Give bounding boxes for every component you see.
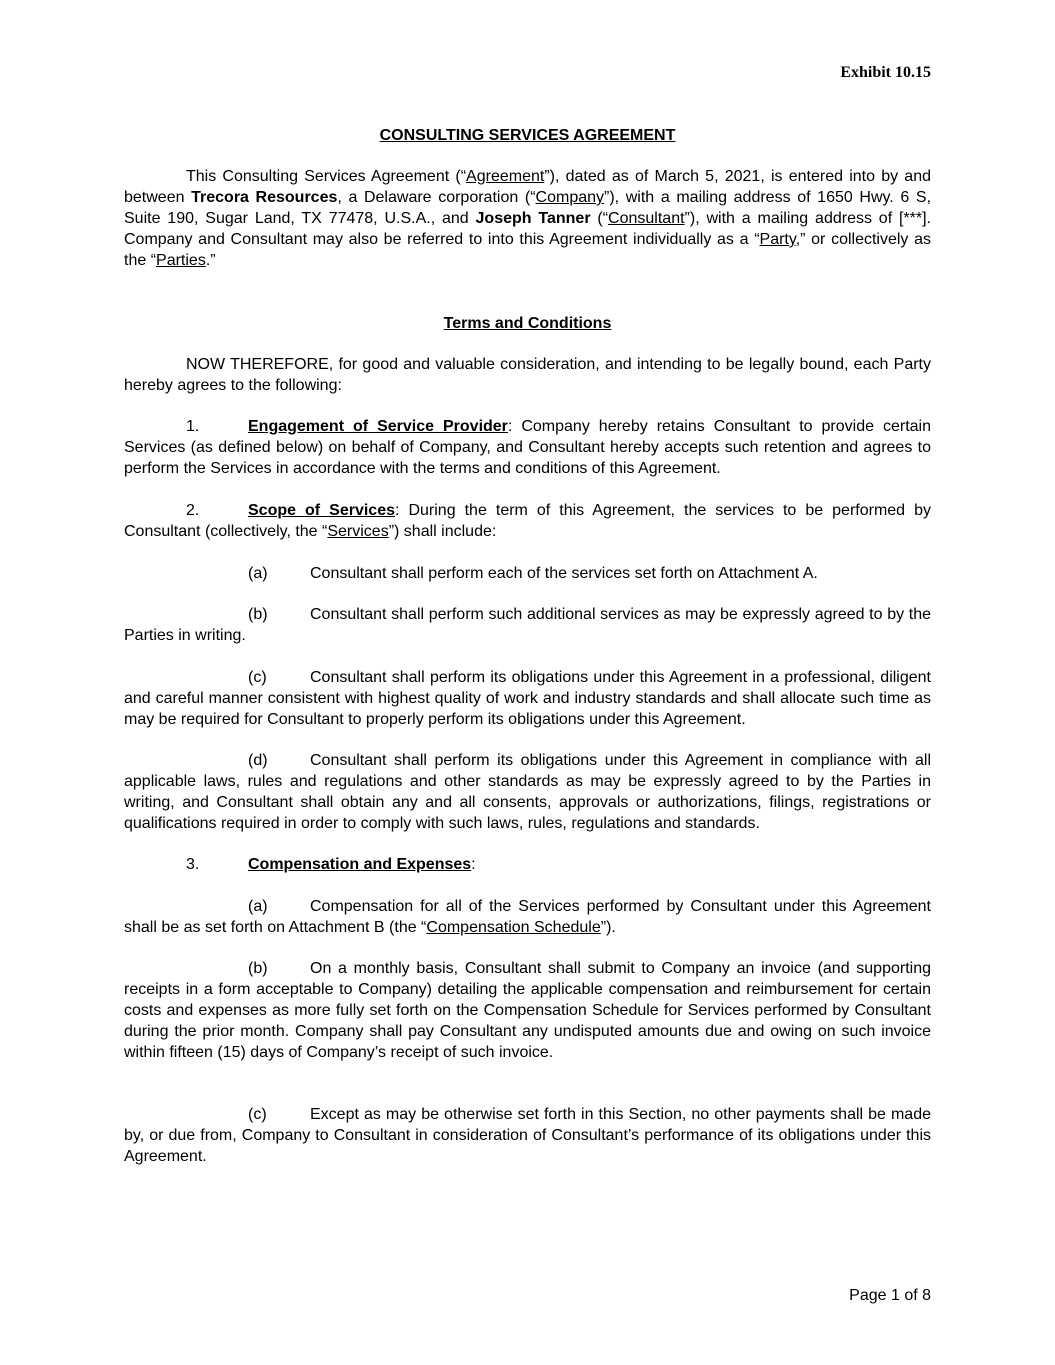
terms-heading: Terms and Conditions [443, 315, 612, 332]
section-3c: (c) Except as may be otherwise set forth in this Section, no other payments shall be made by, or due from, Company to Consultant in consideration of Consultant’s performance of its obligations under this Agreement. [124, 1106, 931, 1165]
section-3: 3. Compensation and Expenses: [186, 856, 476, 873]
exhibit-label: Exhibit 10.15 [840, 64, 931, 81]
section-2d: (d) Consultant shall perform its obligations under this Agreement in compliance with all applicable laws, rules and regulations and other standards as may be expressly agreed to by the Parties in writing, and Consultant shall obtain any and all consents, approvals or authorizations, filings, registrations or qualifications required in order to comply with such laws, rules, regulations and standards. [124, 752, 931, 832]
defined-term-compensation-schedule: Compensation Schedule [426, 919, 601, 936]
defined-term-parties: Parties [156, 252, 206, 269]
defined-term-services: Services [327, 523, 389, 540]
section-number: 1. [186, 418, 200, 435]
section-2c: (c) Consultant shall perform its obligations under this Agreement in a professional, diligent and careful manner consistent with highest quality of work and industry standards and shall allocate such time as may be required for Consultant to properly perform its obligations under this Agreement. [124, 669, 931, 728]
section-2a: (a) Consultant shall perform each of the services set forth on Attachment A. [248, 565, 818, 582]
defined-term-company: Company [535, 189, 605, 206]
consultant-name: Joseph Tanner [475, 210, 591, 227]
section-number: 3. [186, 856, 200, 873]
section-heading: Scope of Services [248, 502, 395, 519]
document-page [124, 0, 931, 1365]
now-therefore-paragraph: NOW THEREFORE, for good and valuable consideration, and intending to be legally bound, each Party hereby agrees to the following: [124, 356, 931, 394]
page-number: Page 1 of 8 [849, 1287, 931, 1304]
section-3a: (a) Compensation for all of the Services performed by Consultant under this Agreement shall be as set forth on Attachment B (the “Compensation Schedule”). [124, 898, 931, 936]
section-heading: Engagement of Service Provider [248, 418, 508, 435]
section-heading: Compensation and Expenses [248, 856, 472, 873]
intro-paragraph: This Consulting Services Agreement (“Agreement”), dated as of March 5, 2021, is entered into by and between Trecora Resources, a Delaware corporation (“Company”), with a mailing address of 1650 Hwy. 6 S, Suite 190, Sugar Land, TX 77478, U.S.A., and Joseph Tanner (“Consultant”), with a mailing address of [***]. Company and Consultant may also be referred to into this Agreement individually as a “Party,” or collectively as the “Parties.” [124, 168, 932, 269]
section-2b: (b) Consultant shall perform such additional services as may be expressly agreed to by the Parties in writing. [124, 606, 931, 644]
document-title: CONSULTING SERVICES AGREEMENT [379, 127, 676, 144]
section-1: 1. Engagement of Service Provider: Company hereby retains Consultant to provide certain Services (as defined below) on behalf of Company, and Consultant hereby accepts such retention and agrees to perform the Services in accordance with the terms and conditions of this Agreement. [124, 418, 931, 477]
section-3b: (b) On a monthly basis, Consultant shall submit to Company an invoice (and supporting receipts in a form acceptable to Company) detailing the applicable compensation and reimbursement for certain costs and expenses as more fully set forth on the Compensation Schedule for Services performed by Consultant during the prior month. Company shall pay Consultant any undisputed amounts due and owing on such invoice within fifteen (15) days of Company’s receipt of such invoice. [124, 960, 931, 1061]
section-number: 2. [186, 502, 200, 519]
defined-term-consultant: Consultant [608, 210, 685, 227]
defined-term-party: Party [759, 231, 796, 248]
section-2: 2. Scope of Services: During the term of this Agreement, the services to be performed by Consultant (collectively, the “Services”) shall include: [124, 502, 932, 540]
defined-term-agreement: Agreement [466, 168, 545, 185]
company-name: Trecora Resources [191, 189, 338, 206]
